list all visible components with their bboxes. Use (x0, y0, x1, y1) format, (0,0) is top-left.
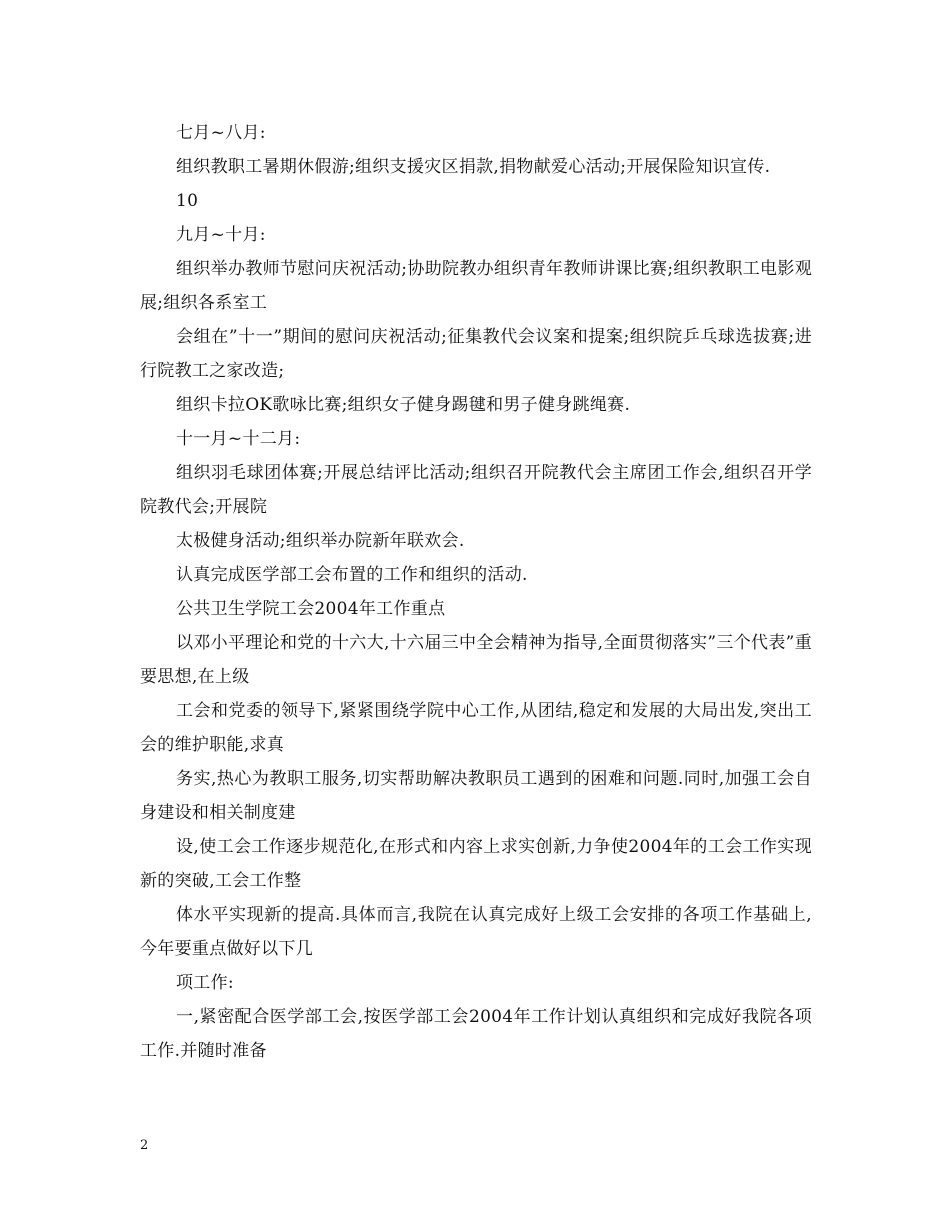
paragraph: 组织卡拉OK歌咏比赛;组织女子健身踢毽和男子健身跳绳赛. (176, 395, 631, 415)
paragraph: 组织羽毛球团体赛;开展总结评比活动;组织召开院教代会主席团工作会,组织召开学院教代会;开展院 (140, 463, 812, 517)
paragraph: 太极健身活动;组织举办院新年联欢会. (176, 531, 465, 551)
paragraph: 以邓小平理论和党的十六大,十六届三中全会精神为指导,全面贯彻落实”三个代表”重要思想,在上级 (140, 633, 812, 687)
paragraph: 设,使工会工作逐步规范化,在形式和内容上求实创新,力争使2004年的工会工作实现新的突破,工会工作整 (140, 837, 812, 891)
paragraph: 体水平实现新的提高.具体而言,我院在认真完成好上级工会安排的各项工作基础上,今年要重点做好以下几 (140, 905, 812, 959)
paragraph: 组织举办教师节慰问庆祝活动;协助院教办组织青年教师讲课比赛;组织教职工电影观展;组织各系室工 (140, 259, 812, 313)
paragraph: 会组在”十一”期间的慰问庆祝活动;征集教代会议案和提案;组织院乒乓球选拔赛;进行院教工之家改造; (140, 327, 812, 381)
paragraph-july-august-heading: 七月~八月: (176, 123, 266, 143)
paragraph-september-october-heading: 九月~十月: (176, 225, 266, 245)
paragraph: 组织教职工暑期休假游;组织支援灾区捐款,捐物献爱心活动;开展保险知识宣传. (176, 157, 771, 177)
paragraph: 务实,热心为教职工服务,切实帮助解决教职员工遇到的困难和问题.同时,加强工会自身建设和相关制度建 (140, 769, 812, 823)
document-body (140, 116, 812, 1068)
paragraph: 项工作: (176, 973, 234, 993)
paragraph: 10 (176, 191, 199, 211)
page-number: 2 (140, 1138, 149, 1153)
paragraph: 认真完成医学部工会布置的工作和组织的活动. (176, 565, 528, 585)
paragraph: 工会和党委的领导下,紧紧围绕学院中心工作,从团结,稳定和发展的大局出发,突出工会的维护职能,求真 (140, 701, 812, 755)
paragraph-november-december-heading: 十一月~十二月: (176, 429, 301, 449)
paragraph: 一,紧密配合医学部工会,按医学部工会2004年工作计划认真组织和完成好我院各项工作.并随时准备 (140, 1007, 812, 1061)
section-heading: 公共卫生学院工会2004年工作重点 (176, 599, 446, 619)
